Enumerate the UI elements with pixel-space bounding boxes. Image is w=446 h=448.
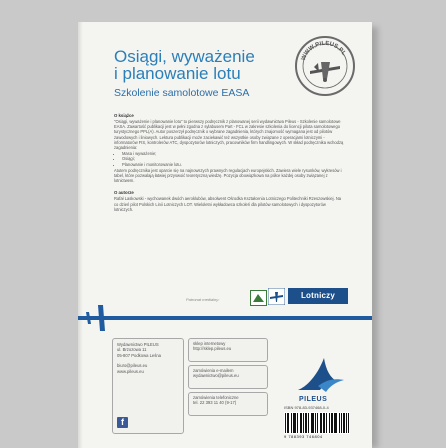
seal-text: WWW.PILEUS.PL <box>300 40 347 62</box>
media-patronage-label: Patronat medialny: <box>186 297 220 302</box>
contact-value: wydawnictwo@pileus.eu <box>193 373 239 379</box>
airplane-icon <box>84 303 118 333</box>
contact-box-email <box>188 365 268 389</box>
contact-label: sklep internetowy <box>193 341 226 346</box>
about-book-heading: O książce <box>114 113 134 118</box>
contact-label: zamówienia e-mailem <box>193 368 234 373</box>
title-line-1: Osiągi, wyważenie <box>114 47 255 66</box>
description-section <box>114 113 344 212</box>
about-author-paragraph: Rafał Laskowski - wychowanek dwóch aeroklubów, absolwent Ośrodka Kształcenia Lotniczego Politechniki Rzeszowskiej. Na co dzień pilot Polskich Linii Lotniczych LOT. Wieloletni wykładowca szkoleń dla pilotów samolotowych i dyspozytorów lotniczych. <box>114 196 342 212</box>
spine-shade <box>78 22 83 448</box>
publisher-address-box <box>112 338 184 434</box>
contact-label: zamówienia telefoniczne <box>193 395 239 400</box>
publisher-street: ul. Brzozowa 11 <box>117 347 147 353</box>
about-book-paragraph-1: "Osiągi, wyważenie i planowanie lotu" to pierwszy podręcznik z planowanej serii wydawnictwa Pileus - Szkolenie samolotowe EASA. Zawartość publikacji jest w pełni zgodna z sylabusem Part - FCL w zakresie szkolenia do licencji pilota samolotowego turystycznego PPL(A). Autor poszerzył podręcznik o wybrane zagadnienia, których znajomość wymagana jest od pilotów zawodowych i liniowych. Lektura publikacji może zaciekawić też wszystkie osoby związane z operacjami lotniczymi - informatorów FIS, kontrolerów ATC, dyspozytorów lotniczych, pracowników firm handlingowych. W skład podręcznika wchodzą zagadnienia: <box>114 119 344 151</box>
topic-item: • Masa i wyważenie; <box>122 151 344 156</box>
pileus-bird-logo-icon <box>294 352 348 398</box>
barcode-icon <box>284 412 350 434</box>
book-back-cover <box>78 22 372 448</box>
topic-item: • Planowanie i monitorowanie lotu. <box>122 162 344 167</box>
barcode-number: 9 788393 746804 <box>284 434 323 439</box>
about-book-paragraph-2: Atutem podręcznika jest oparcie się na najnowszych prawnych regulacjach europejskich. Zawiera wiele rysunków, wykresów i tabel, które pozwalają łatwiej przyswoić teoretyczną wiedzę. Pozycja obowiązkowa na półce każdej osoby związanej z lotnictwem. <box>114 167 342 184</box>
about-author-heading: O autorze <box>114 190 134 196</box>
publisher-city: 05-807 Podkowa Leśna <box>117 352 162 358</box>
przeglad-lotniczy-logo: Lotniczy <box>288 288 348 304</box>
book-subtitle: Szkolenie samolotowe EASA <box>114 87 250 99</box>
contact-value: tel. 22 393 11 40 (9-17) <box>193 400 237 406</box>
book-title <box>114 48 304 82</box>
pileus-seal-icon <box>294 35 356 97</box>
sponsor-logo-green-icon <box>250 290 267 306</box>
blue-stripe <box>78 316 372 320</box>
pileus-logo-text: PILEUS <box>299 396 328 403</box>
contact-box-shop <box>188 338 268 362</box>
publisher-name: Wydawnictwo PILEUS <box>117 342 159 347</box>
contact-box-phone <box>188 392 268 416</box>
topics-list <box>122 151 344 167</box>
facebook-icon: f <box>117 417 128 428</box>
sponsor-logo-plane-icon <box>268 288 285 305</box>
publisher-email: biuro@pileus.eu <box>117 363 148 369</box>
isbn-text: ISBN 978-83-937468-0-4 <box>284 405 329 410</box>
contact-value: http://sklep.pileus.eu <box>193 346 232 352</box>
title-line-2: i planowanie lotu <box>114 64 241 83</box>
publisher-website: www.pileus.eu <box>117 368 144 374</box>
topic-item: • Osiągi; <box>122 156 344 161</box>
